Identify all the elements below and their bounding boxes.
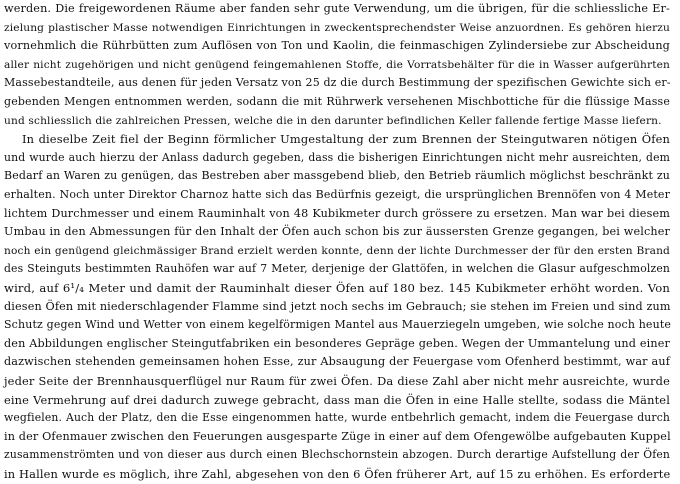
text-line: in Hallen wurde es möglich, ihre Zahl, abgesehen von den 6 Öfen früherer Art, auf 15 zu erhöhen. Es erforderte xyxy=(4,467,671,481)
text-line: dazwischen stehenden gemeinsamen hohen Esse, zur Absaugung der Feuergase vom Ofenherd bestimmt, war auf xyxy=(4,355,670,369)
document-page xyxy=(4,0,674,481)
text-line: vornehmlich die Rührbütten zum Auflösen von Ton und Kaolin, die feinmaschigen Zylindersiebe zur Abscheidung xyxy=(4,39,670,53)
text-line: aller nicht zugehörigen und nicht genügend feingemahlenen Stoffe, die Vorratsbehälter für die in Wasser aufgerührten xyxy=(4,58,670,71)
text-line: diesen Öfen mit niederschlagender Flamme sind jetzt noch sechs im Gebrauch; sie stehen im Freien und sind zum xyxy=(4,299,671,313)
text-line: gebenden Mengen entnommen werden, sodann die mit Rührwerk versehenen Mischbottiche für die flüssige Masse xyxy=(4,95,670,108)
text-line: zielung plastischer Masse notwendigen Einrichtungen in zweckentsprechendster Weise anzuordnen. Es gehören hierzu xyxy=(4,21,670,34)
text-line: eine Vermehrung auf drei dadurch zuwege gebracht, dass man die Öfen in eine Halle stellte, sodass die Mäntel xyxy=(4,392,670,407)
text-line: In dieselbe Zeit fiel der Beginn förmlicher Umgestaltung der zum Brennen der Steingutwaren nötigen Öfen xyxy=(22,132,670,147)
text-line: Umbau in den Abmessungen für den Inhalt der Öfen auch schon bis zur äussersten Grenze gegangen, bei welcher xyxy=(4,225,670,239)
text-line: den Abbildungen englischer Steingutfabriken ein besonderes Gepräge geben. Wegen der Ummantelung und einer xyxy=(4,336,670,350)
text-line: des Steinguts bestimmten Rauhöfen war auf 7 Meter, derjenige der Glattöfen, in welchen die Glasur aufgeschmolzen xyxy=(4,262,670,276)
text-line: erhalten. Noch unter Direktor Charnoz hatte sich das Bedürfnis gezeigt, die ursprünglichen Brennöfen von 4 Meter xyxy=(4,188,670,201)
text-line: noch ein genügend gleichmässiger Brand erzielt werden konnte, denn der lichte Durchmesser der für den ersten Brand xyxy=(4,244,670,257)
text-line: jeder Seite der Brennhausquerflügel nur Raum für zwei Öfen. Da diese Zahl aber nicht mehr ausreichte, wurde xyxy=(4,374,670,388)
text-line: und wurde auch hierzu der Anlass dadurch gegeben, dass die bisherigen Einrichtungen nicht mehr ausreichten, dem xyxy=(4,150,670,164)
text-line: Bedarf an Waren zu genügen, das Bestreben aber massgebend blieb, den Betrieb räumlich möglichst beschränkt zu xyxy=(4,169,670,183)
text-line: und schliesslich die zahlreichen Pressen, welche die in den darunter befindlichen Keller fallende fertige Masse liefern. xyxy=(4,114,662,127)
text-line: Schutz gegen Wind und Wetter von einem kegelförmigen Mantel aus Mauerziegeln umgeben, wie solche noch heute xyxy=(4,318,672,332)
text-line: werden. Die freigewordenen Räume aber fanden sehr gute Verwendung, um die übrigen, für die schliessliche Er- xyxy=(4,2,670,15)
text-line: wird, auf 6¹/₄ Meter und damit der Rauminhalt dieser Öfen auf 180 bez. 145 Kubikmeter erhöht worden. Von xyxy=(4,281,670,295)
text-line: lichtem Durchmesser und einem Rauminhalt von 48 Kubikmeter durch grössere zu ersetzen. Man war bei diesem xyxy=(4,206,670,220)
text-line: in der Ofenmauer zwischen den Feuerungen ausgesparte Züge in einer auf dem Ofengewölbe aufgebauten Kuppel xyxy=(4,429,671,443)
text-line: Massebestandteile, aus denen für jeden Versatz von 25 dz die durch Bestimmung der spezifischen Gewichte sich er- xyxy=(4,76,671,90)
text-line: zusammenströmten und von dieser aus durch einen Blechschornstein abzogen. Durch derartige Aufstellung der Öfen xyxy=(4,448,670,462)
text-line: wegfielen. Auch der Platz, den die Esse eingenommen hatte, wurde entbehrlich gemacht, indem die Feuergase durch xyxy=(4,411,670,425)
